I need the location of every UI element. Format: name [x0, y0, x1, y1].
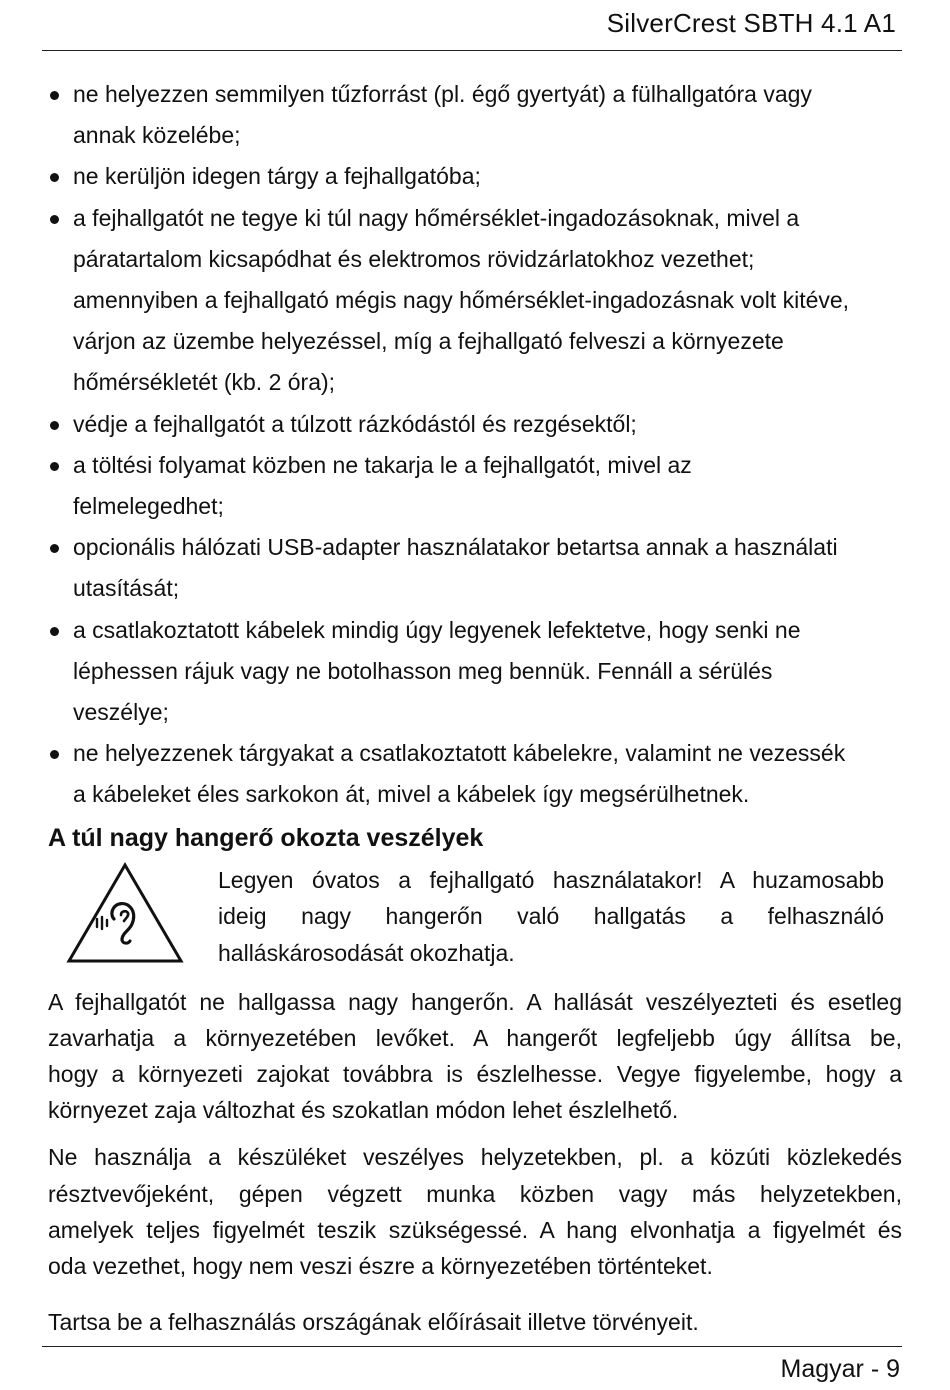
bullet-line: védje a fejhallgatót a túlzott rázkódástól és rezgésektől; [73, 410, 637, 437]
hearing-warning-block [48, 858, 902, 984]
bullet-item [48, 404, 902, 445]
section-title: A túl nagy hangerő okozta veszélyek [48, 823, 484, 852]
bullet-item [48, 156, 902, 197]
bullet-line: opcionális hálózati USB-adapter használatakor betartsa annak a használati [73, 534, 838, 561]
dangerous-situations-paragraph [48, 1139, 902, 1284]
bullet-line: a töltési folyamat közben ne takarja le a fejhallgatót, mivel az [73, 451, 692, 478]
paragraph-line: környezet zaja változhat és szokatlan módon lehet észlelhető. [48, 1097, 679, 1124]
bullet-line: veszélye; [73, 699, 169, 726]
warning-line: ideig nagy hangerőn való hallgatás a felhasználó [218, 903, 884, 930]
paragraph-line: résztvevőjeként, gépen végzett munka közben vagy más helyzetekben, [48, 1180, 902, 1207]
paragraph-line: oda vezethet, hogy nem veszi észre a környezetében történteket. [48, 1253, 713, 1280]
paragraph-line: hogy a környezeti zajokat továbbra is észlelhesse. Vegye figyelembe, hogy a [48, 1061, 902, 1088]
safety-bullet-list [48, 74, 902, 816]
paragraph-line: Ne használja a készüléket veszélyes helyzetekben, pl. a közúti közlekedés [48, 1144, 902, 1171]
bullet-line: a fejhallgatót ne tegye ki túl nagy hőmérséklet-ingadozásoknak, mivel a [73, 204, 800, 231]
bullet-line: felmelegedhet; [73, 493, 224, 520]
bullet-item [48, 198, 902, 404]
bullet-item [48, 445, 902, 527]
page-header [42, 0, 902, 51]
page-content [48, 74, 902, 1340]
paragraph-line: amelyek teljes figyelmét teszik szükségessé. A hang elvonhatja a figyelmét és [48, 1216, 902, 1243]
bullet-line: a kábeleket éles sarkokon át, mivel a kábelek így megsérülhetnek. [73, 781, 750, 808]
bullet-dot-icon [50, 421, 59, 430]
bullet-item [48, 74, 902, 156]
header-title: SilverCrest SBTH 4.1 A1 [606, 8, 896, 38]
warning-line: Legyen óvatos a fejhallgató használatakor! A huzamosabb [218, 866, 884, 893]
bullet-dot-icon [50, 91, 59, 100]
bullet-line: várjon az üzembe helyezéssel, míg a fejhallgató felveszi a környezete [73, 328, 784, 355]
bullet-dot-icon [50, 750, 59, 759]
warning-line: halláskárosodását okozhatja. [218, 939, 515, 966]
bullet-line: a csatlakoztatott kábelek mindig úgy legyenek lefektetve, hogy senki ne [73, 616, 801, 643]
paragraph-line: A fejhallgatót ne hallgassa nagy hangerőn. A hallását veszélyezteti és esetleg [48, 988, 902, 1015]
volume-paragraph [48, 984, 902, 1129]
bullet-item [48, 527, 902, 609]
bullet-item [48, 733, 902, 815]
bullet-line: léphessen rájuk vagy ne botolhasson meg bennük. Fennáll a sérülés [73, 657, 773, 684]
bullet-line: ne helyezzen semmilyen tűzforrást (pl. égő gyertyát) a fülhallgatóra vagy [73, 81, 812, 107]
bullet-line: hőmérsékletét (kb. 2 óra); [73, 369, 336, 396]
bullet-dot-icon [50, 627, 59, 636]
bullet-line: ne helyezzenek tárgyakat a csatlakoztatott kábelekre, valamint ne vezessék [73, 740, 846, 767]
bullet-line: amennyiben a fejhallgató mégis nagy hőmérséklet-ingadozásnak volt kitéve, [73, 287, 850, 314]
hearing-warning-icon [66, 862, 184, 964]
bullet-line: utasítását; [73, 575, 180, 602]
bullet-dot-icon [50, 173, 59, 182]
bullet-item [48, 610, 902, 734]
page-footer [42, 1346, 902, 1390]
paragraph-line: zavarhatja a környezetében levőket. A hangerőt legfeljebb úgy állítsa be, [48, 1024, 902, 1051]
bullet-line: ne kerüljön idegen tárgy a fejhallgatóba; [73, 163, 481, 190]
paragraph-line: Tartsa be a felhasználás országának előírásait illetve törvényeit. [48, 1309, 699, 1336]
bullet-dot-icon [50, 462, 59, 471]
page-number: Magyar - 9 [780, 1355, 900, 1383]
warning-text [218, 862, 884, 972]
bullet-dot-icon [50, 544, 59, 553]
regulations-paragraph [48, 1304, 902, 1340]
bullet-line: páratartalom kicsapódhat és elektromos rövidzárlatokhoz vezethet; [73, 245, 755, 272]
bullet-dot-icon [50, 215, 59, 224]
bullet-line: annak közelébe; [73, 122, 241, 149]
